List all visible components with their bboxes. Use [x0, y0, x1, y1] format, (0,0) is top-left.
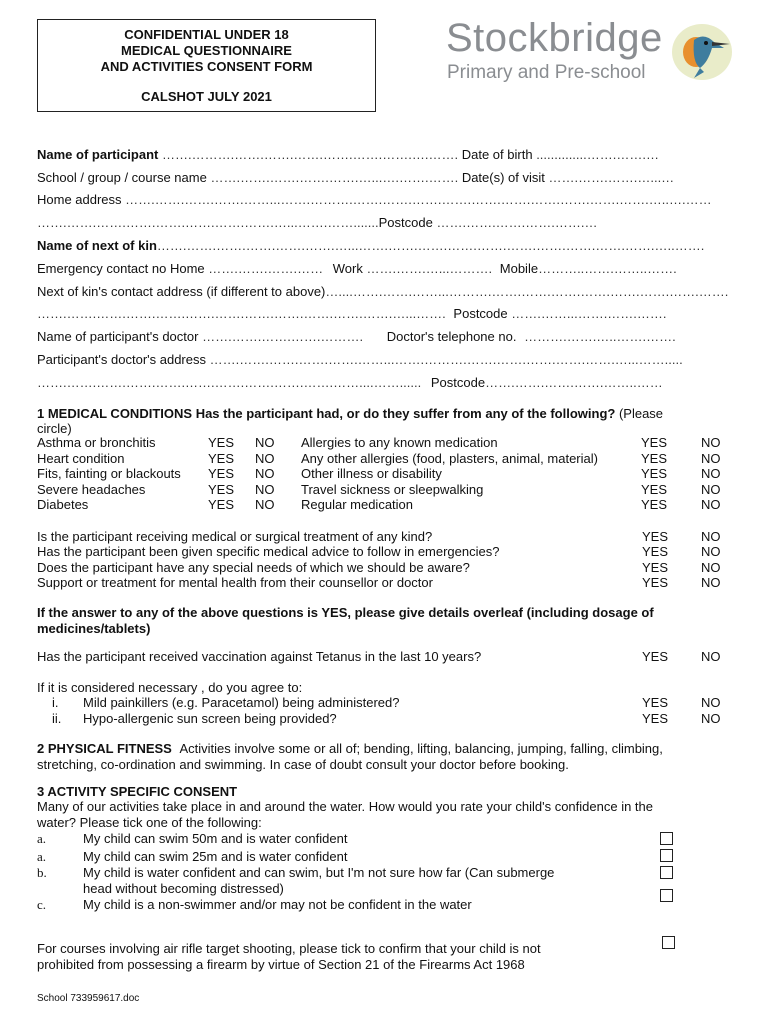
logo-name: Stockbridge: [446, 16, 663, 60]
home-address-field[interactable]: …….…….…….…….……...…….……….…….…….…….…….…….…….…….…….…….…….…..….……: [125, 192, 712, 207]
details-note: If the answer to any of the above questions is YES, please give details overleaf (including dosage of: [37, 605, 654, 620]
option-letter: a.: [37, 849, 47, 864]
agree-text: Hypo-allergenic sun screen being provided?: [83, 710, 337, 726]
agree-intro: If it is considered necessary , do you agree to:: [37, 680, 303, 695]
condition-label: Regular medication: [301, 497, 414, 513]
home-address-field-2[interactable]: …….…….…….…….…….…….…….…….…...…….…….......: [37, 215, 379, 230]
condition-yes[interactable]: YES: [641, 497, 668, 513]
details-note-2: medicines/tablets): [37, 621, 151, 636]
participant-name-row: [37, 147, 659, 162]
question-no[interactable]: NO: [701, 529, 721, 544]
logo-subtitle: Primary and Pre-school: [447, 62, 646, 83]
form-title-box: [37, 19, 376, 112]
condition-no[interactable]: NO: [255, 450, 275, 466]
tetanus-yes[interactable]: YES: [642, 649, 669, 664]
postcode-label-1: Postcode: [378, 215, 433, 230]
condition-yes[interactable]: YES: [641, 466, 668, 482]
fitness-text-1: Activities involve some or all of; bending, lifting, balancing, jumping, falling, climbing,: [179, 741, 663, 756]
school-label: School / group / course name: [37, 170, 207, 185]
title-line-4: CALSHOT JULY 2021: [141, 89, 272, 104]
fitness-line-1: [37, 741, 663, 756]
agree-text: Mild painkillers (e.g. Paracetamol) being administered?: [83, 695, 400, 710]
home-address-row: [37, 192, 729, 207]
condition-no[interactable]: NO: [255, 481, 275, 497]
postcode-field-2[interactable]: …….……...…….…….…….: [511, 306, 667, 321]
condition-yes[interactable]: YES: [641, 435, 668, 450]
doctor-tel-field[interactable]: ……….…….…..…….…….: [524, 329, 676, 344]
doctor-tel-label: Doctor's telephone no.: [386, 329, 517, 344]
condition-label: Fits, fainting or blackouts: [37, 466, 181, 482]
rifle-text-1: For courses involving air rifle target shooting, please tick to confirm that your child is not: [37, 941, 541, 956]
doctor-address-field-2[interactable]: …….…….…….…….…….…….…….…….…….…….……....……......: [37, 375, 422, 390]
option-letter: b.: [37, 865, 47, 880]
kin-address-row: [37, 284, 729, 299]
next-of-kin-field[interactable]: …….…….…….…….…….…….…...…….…….…….…….…….…….…….…….…….…….…..…….: [156, 238, 705, 253]
option-letter: c.: [37, 897, 47, 912]
agree-number: ii.: [52, 710, 62, 726]
medical-question: Has the participant been given specific medical advice to follow in emergencies?: [37, 544, 500, 560]
doctor-address-field[interactable]: …….…….…….…….…….……...…….……….…….…….…….…….…….…...…….....: [209, 352, 683, 367]
condition-yes[interactable]: YES: [208, 466, 235, 482]
option-text: My child is water confident and can swim, but I'm not sure how far (Can submerge: [83, 865, 555, 880]
condition-yes[interactable]: YES: [208, 497, 235, 513]
dob-label: Date of birth: [461, 147, 533, 162]
question-no[interactable]: NO: [701, 574, 721, 590]
medical-question: Support or treatment for mental health from their counsellor or doctor: [37, 574, 433, 590]
emergency-label: Emergency contact no Home: [37, 261, 205, 276]
emergency-home-field[interactable]: …….…….…….……: [208, 261, 324, 276]
condition-label: Heart condition: [37, 450, 125, 466]
condition-no[interactable]: NO: [701, 435, 721, 450]
option-text: My child is a non-swimmer and/or may not be confident in the water: [83, 897, 472, 912]
kin-address-field-2[interactable]: …….…….…….…….…….…….…….…….…….…….…….…….…...…….: [37, 306, 446, 321]
option-text: My child can swim 50m and is water confident: [83, 831, 348, 846]
doctor-label: Name of participant's doctor: [37, 329, 199, 344]
tetanus-no[interactable]: NO: [701, 649, 721, 664]
kin-address-field[interactable]: …....…….…….……...……….…….…….…….…….…….…….…….…….: [325, 284, 729, 299]
question-yes[interactable]: YES: [642, 529, 669, 544]
agree-number: i.: [52, 695, 59, 710]
condition-yes[interactable]: YES: [641, 450, 668, 466]
home-address-label: Home address: [37, 192, 122, 207]
mobile-field[interactable]: ………..…….……..…….: [538, 261, 677, 276]
rifle-checkbox[interactable]: [662, 936, 675, 949]
agree-no[interactable]: NO: [701, 710, 721, 726]
medical-question: Does the participant have any special needs of which we should be aware?: [37, 559, 470, 575]
doctor-field[interactable]: …….…….…….…….……….: [202, 329, 364, 344]
condition-yes[interactable]: YES: [641, 481, 668, 497]
title-line-3: AND ACTIVITIES CONSENT FORM: [100, 59, 313, 74]
medical-heading: [37, 406, 663, 421]
doctor-row: [37, 329, 676, 344]
condition-no[interactable]: NO: [701, 450, 721, 466]
rifle-text-2: prohibited from possessing a firearm by virtue of Section 21 of the Firearms Act 1968: [37, 957, 525, 972]
doctor-address-row: [37, 352, 729, 367]
option-text: My child can swim 25m and is water confident: [83, 849, 348, 864]
kin-address-row-2: [37, 306, 667, 321]
mobile-label: Mobile: [499, 261, 539, 276]
question-no[interactable]: NO: [701, 559, 721, 575]
condition-label: Asthma or bronchitis: [37, 435, 156, 450]
option-letter: a.: [37, 831, 47, 846]
consent-heading: 3 ACTIVITY SPECIFIC CONSENT: [37, 784, 238, 799]
condition-no[interactable]: NO: [255, 466, 275, 482]
agree-yes[interactable]: YES: [642, 695, 669, 710]
condition-label: Travel sickness or sleepwalking: [301, 481, 484, 497]
condition-yes[interactable]: YES: [208, 481, 235, 497]
condition-no[interactable]: NO: [701, 481, 721, 497]
doctor-address-row-2: [37, 375, 663, 390]
question-yes[interactable]: YES: [642, 544, 669, 560]
condition-no[interactable]: NO: [255, 497, 275, 513]
condition-label: Diabetes: [37, 497, 89, 513]
condition-label: Other illness or disability: [301, 466, 442, 482]
work-label: Work: [332, 261, 363, 276]
medical-heading-tail: (Please: [618, 406, 664, 421]
emergency-row: [37, 261, 677, 276]
dates-visit-label: Date(s) of visit: [461, 170, 545, 185]
dob-field[interactable]: ..............…….…….…: [536, 147, 659, 162]
condition-label: Any other allergies (food, plasters, animal, material): [301, 450, 598, 466]
agree-no[interactable]: NO: [701, 695, 721, 710]
condition-yes[interactable]: YES: [208, 450, 235, 466]
doctor-address-label: Participant's doctor's address: [37, 352, 206, 367]
postcode-label-2: Postcode: [453, 306, 508, 321]
consent-intro-1: Many of our activities take place in and around the water. How would you rate your child's confidence in the: [37, 799, 653, 814]
dates-visit-field[interactable]: …….…….…….…...…: [548, 170, 675, 185]
fitness-text-2: stretching, co-ordination and swimming. In case of doubt consult your doctor before booking.: [37, 757, 569, 772]
school-row: [37, 170, 674, 185]
question-no[interactable]: NO: [701, 544, 721, 560]
fitness-heading: 2 PHYSICAL FITNESS: [37, 741, 172, 756]
participant-name-label: Name of participant: [37, 147, 159, 162]
work-field[interactable]: …….…….…...……….: [366, 261, 493, 276]
participant-name-field[interactable]: …….……….…….…….…….…….…….…….….…….: [161, 147, 459, 162]
postcode-label-3: Postcode: [430, 375, 486, 390]
title-line-2: MEDICAL QUESTIONNAIRE: [121, 43, 292, 58]
question-yes[interactable]: YES: [642, 559, 669, 575]
postcode-field-1[interactable]: …….…….…….…….…….…: [436, 215, 598, 230]
option-checkbox-4[interactable]: [660, 889, 673, 902]
next-of-kin-label: Name of next of kin: [37, 238, 157, 253]
question-yes[interactable]: YES: [642, 574, 669, 590]
postcode-field-3[interactable]: …….…….…….…….……..……: [485, 375, 663, 390]
condition-label: Severe headaches: [37, 481, 146, 497]
footer-filename: School 733959617.doc: [37, 993, 140, 1004]
school-field[interactable]: …….…….…….…….…….…...….…….…….: [210, 170, 459, 185]
medical-heading-tail-2: circle): [37, 421, 72, 436]
tetanus-question: Has the participant received vaccination against Tetanus in the last 10 years?: [37, 649, 482, 664]
kingfisher-logo-icon: [664, 18, 736, 82]
condition-no[interactable]: NO: [701, 466, 721, 482]
agree-yes[interactable]: YES: [642, 710, 669, 726]
option-checkbox-3[interactable]: [660, 866, 673, 879]
condition-no[interactable]: NO: [701, 497, 721, 513]
medical-heading-number: 1 MEDICAL CONDITIONS: [37, 406, 193, 421]
option-checkbox-1[interactable]: [660, 832, 673, 845]
next-of-kin-row: [37, 238, 729, 253]
condition-yes[interactable]: YES: [208, 435, 235, 450]
condition-label: Allergies to any known medication: [301, 435, 498, 450]
condition-no[interactable]: NO: [255, 435, 275, 450]
consent-intro-2: water? Please tick one of the following:: [37, 815, 262, 830]
medical-question: Is the participant receiving medical or surgical treatment of any kind?: [37, 529, 433, 544]
home-address-row-2: [37, 215, 598, 230]
kin-address-label: Next of kin's contact address (if different to above): [37, 284, 326, 299]
title-line-1: CONFIDENTIAL UNDER 18: [124, 27, 289, 42]
medical-heading-question: Has the participant had, or do they suffer from any of the following?: [195, 406, 616, 421]
option-text: head without becoming distressed): [83, 881, 284, 896]
option-checkbox-2[interactable]: [660, 849, 673, 862]
